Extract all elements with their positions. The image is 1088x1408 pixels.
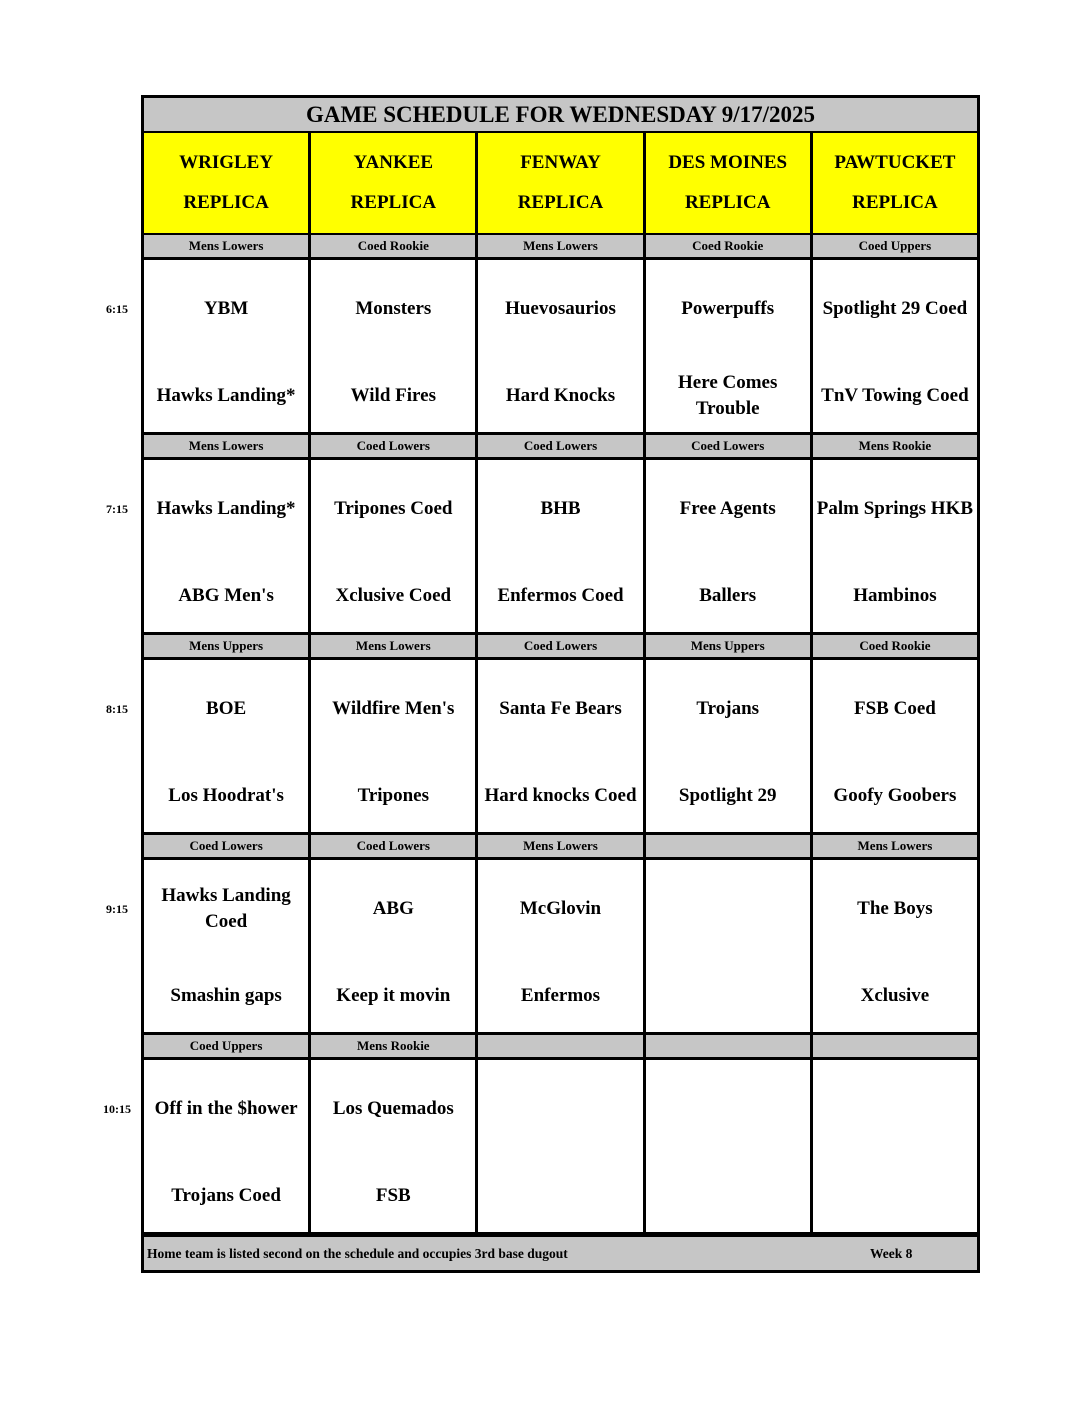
division-label <box>478 1035 642 1057</box>
game-cell <box>144 460 308 632</box>
game-cell <box>646 1060 810 1232</box>
away-team: McGlovin <box>519 898 602 919</box>
schedule-footer <box>144 1237 977 1270</box>
field-header-row <box>144 133 977 233</box>
game-cell <box>646 260 810 432</box>
division-label: Coed Rookie <box>646 235 810 257</box>
slot-time: 9:15 <box>106 902 128 916</box>
game-cell <box>813 860 977 1032</box>
away-team: Santa Fe Bears <box>499 698 622 719</box>
slot-time: 8:15 <box>106 702 128 716</box>
division-row <box>144 435 977 457</box>
game-cell <box>311 860 475 1032</box>
division-label: Mens Rookie <box>311 1035 475 1057</box>
game-row <box>144 260 977 432</box>
home-team: Enfermos Coed <box>497 585 624 606</box>
game-cell <box>311 260 475 432</box>
division-label: Mens Lowers <box>144 435 308 457</box>
home-team: Goofy Goobers <box>833 785 957 806</box>
field-header <box>813 133 977 233</box>
home-team: Enfermos <box>520 985 601 1006</box>
division-label: Coed Lowers <box>478 635 642 657</box>
division-label: Mens Uppers <box>646 635 810 657</box>
game-cell <box>478 1060 642 1232</box>
field-type: REPLICA <box>517 192 604 213</box>
game-cell <box>646 860 810 1032</box>
away-team: Los Quemados <box>332 1098 454 1119</box>
home-team: FSB <box>375 1185 411 1206</box>
game-cell <box>311 1060 475 1232</box>
game-cell <box>813 660 977 832</box>
division-label: Coed Lowers <box>311 435 475 457</box>
game-row <box>144 860 977 1032</box>
field-name: PAWTUCKET <box>834 152 956 173</box>
away-team <box>646 1082 810 1136</box>
home-team <box>646 1168 810 1224</box>
home-team: Hambinos <box>853 585 937 606</box>
home-team: Hard Knocks <box>505 385 616 406</box>
game-cell <box>144 660 308 832</box>
field-name: YANKEE <box>353 152 434 173</box>
game-cell <box>813 260 977 432</box>
away-team: Wildfire Men's <box>332 698 455 719</box>
away-team: Palm Springs HKB <box>816 498 974 519</box>
home-team: Keep it movin <box>336 985 451 1006</box>
game-row <box>144 460 977 632</box>
slot-time: 10:15 <box>103 1102 131 1116</box>
division-label: Coed Rookie <box>813 635 977 657</box>
field-type: REPLICA <box>350 192 437 213</box>
field-type: REPLICA <box>183 192 269 213</box>
home-team: Hard knocks Coed <box>484 785 637 806</box>
division-label: Mens Lowers <box>813 835 977 857</box>
field-name: FENWAY <box>520 152 601 173</box>
game-cell <box>478 260 642 432</box>
division-label: Coed Rookie <box>311 235 475 257</box>
division-label: Mens Lowers <box>478 835 642 857</box>
home-team-note: Home team is listed second on the schedule and occupies 3rd base dugout <box>147 1246 568 1261</box>
division-label: Coed Lowers <box>478 435 642 457</box>
away-team: FSB Coed <box>854 698 936 719</box>
game-cell <box>813 460 977 632</box>
schedule-title: GAME SCHEDULE FOR WEDNESDAY 9/17/2025 <box>144 98 977 131</box>
game-cell <box>813 1060 977 1232</box>
game-row <box>144 1060 977 1232</box>
slot-time: 7:15 <box>106 502 128 516</box>
division-label: Coed Uppers <box>144 1035 308 1057</box>
division-row <box>144 835 977 857</box>
division-label: Mens Lowers <box>478 235 642 257</box>
away-team: BHB <box>540 498 581 519</box>
game-cell <box>646 460 810 632</box>
home-team: Spotlight 29 <box>678 785 777 806</box>
home-team: Here Comes Trouble <box>678 372 778 419</box>
game-cell <box>144 1060 308 1232</box>
away-team: Monsters <box>355 298 432 319</box>
field-type: REPLICA <box>684 192 771 213</box>
away-team: Tripones Coed <box>334 498 453 519</box>
away-team: Huevosaurios <box>505 298 616 319</box>
home-team: Trojans Coed <box>171 1185 281 1206</box>
away-team: BOE <box>206 698 247 719</box>
home-team: ABG Men's <box>178 585 274 606</box>
away-team: The Boys <box>857 898 933 919</box>
division-label: Coed Uppers <box>813 235 977 257</box>
game-cell <box>144 860 308 1032</box>
home-team: Ballers <box>699 585 757 606</box>
division-row <box>144 235 977 257</box>
slot-time: 6:15 <box>106 302 128 316</box>
away-team <box>646 882 810 936</box>
field-name: DES MOINES <box>668 152 788 173</box>
home-team: Tripones <box>357 785 430 806</box>
away-team: Spotlight 29 Coed <box>822 298 968 319</box>
field-header <box>478 133 642 233</box>
away-team: YBM <box>203 298 249 319</box>
home-team: Smashin gaps <box>170 985 282 1006</box>
field-header <box>311 133 475 233</box>
week-label: Week 8 <box>870 1246 913 1261</box>
game-cell <box>478 660 642 832</box>
division-label: Mens Uppers <box>144 635 308 657</box>
home-team <box>646 968 810 1024</box>
field-name: WRIGLEY <box>179 152 274 173</box>
away-team <box>478 1082 642 1136</box>
game-row <box>144 660 977 832</box>
game-cell <box>311 660 475 832</box>
division-label <box>646 1035 810 1057</box>
field-type: REPLICA <box>852 192 938 213</box>
home-team: Xclusive <box>860 985 930 1006</box>
away-team: ABG <box>372 898 414 919</box>
home-team: Xclusive Coed <box>335 585 452 606</box>
away-team: Free Agents <box>679 498 776 519</box>
home-team: Wild Fires <box>350 385 436 406</box>
away-team: Hawks Landing* <box>156 498 296 519</box>
away-team: Powerpuffs <box>681 298 775 319</box>
game-cell <box>478 460 642 632</box>
game-cell <box>646 660 810 832</box>
away-team: Hawks Landing Coed <box>161 885 291 932</box>
home-team: Hawks Landing* <box>156 385 296 406</box>
away-team <box>813 1082 977 1136</box>
division-row <box>144 1035 977 1057</box>
field-header <box>144 133 308 233</box>
division-label: Coed Lowers <box>646 435 810 457</box>
game-cell <box>144 260 308 432</box>
away-team: Trojans <box>696 698 760 719</box>
division-label <box>813 1035 977 1057</box>
home-team <box>813 1168 977 1224</box>
division-label: Mens Lowers <box>144 235 308 257</box>
home-team: Los Hoodrat's <box>168 785 284 806</box>
division-label: Coed Lowers <box>144 835 308 857</box>
game-cell <box>478 860 642 1032</box>
division-label: Mens Rookie <box>813 435 977 457</box>
division-label: Mens Lowers <box>311 635 475 657</box>
home-team <box>478 1168 642 1224</box>
away-team: Off in the $hower <box>154 1098 298 1119</box>
field-header <box>646 133 810 233</box>
division-label <box>646 835 810 857</box>
division-label: Coed Lowers <box>311 835 475 857</box>
schedule-table <box>141 95 980 1273</box>
home-team: TnV Towing Coed <box>821 385 969 406</box>
game-cell <box>311 460 475 632</box>
division-row <box>144 635 977 657</box>
